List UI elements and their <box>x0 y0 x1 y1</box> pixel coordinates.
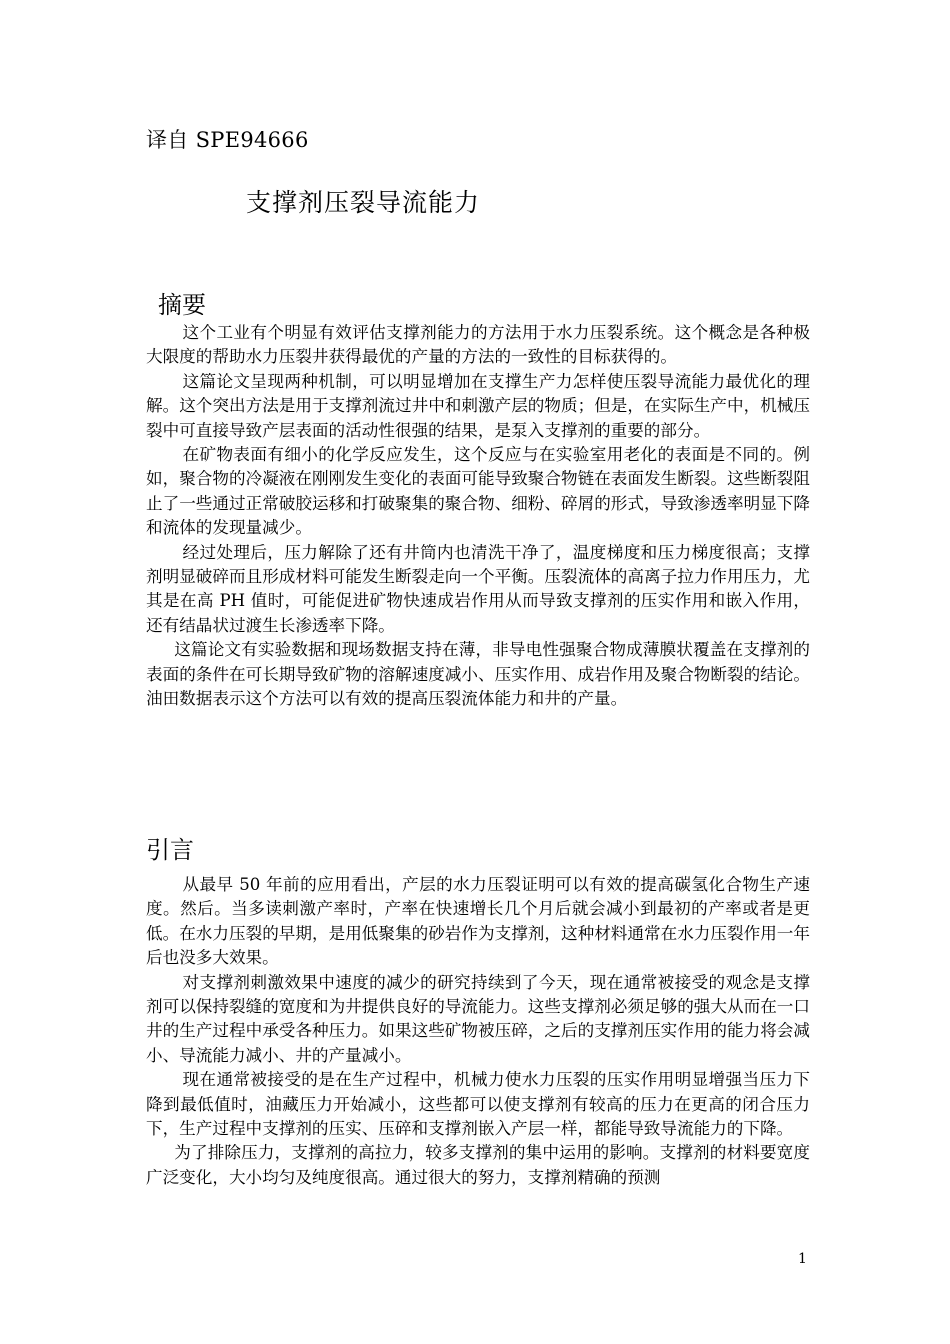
abstract-paragraph: 经过处理后，压力解除了还有井筒内也清洗干净了，温度梯度和压力梯度很高；支撑剂明显破碎而且形成材料可能发生断裂走向一个平衡。压裂流体的高离子拉力作用压力，尤其是在高 PH 值时，可能促进矿物快速成岩作用从而导致支撑剂的压实作用和嵌入作用，还有结晶状过渡生长渗透率下降。 <box>146 542 810 635</box>
source-line: 译自 SPE94666 <box>146 128 309 152</box>
abstract-paragraph: 在矿物表面有细小的化学反应发生，这个反应与在实验室用老化的表面是不同的。例如，聚合物的冷凝液在刚刚发生变化的表面可能导致聚合物链在表面发生断裂。这些断裂阻止了一些通过正常破胶运移和打破聚集的聚合物、细粉、碎屑的形式，导致渗透率明显下降和流体的发现量减少。 <box>146 445 810 538</box>
page-number: 1 <box>798 1251 807 1267</box>
introduction-paragraph: 对支撑剂刺激效果中速度的减少的研究持续到了今天，现在通常被接受的观念是支撑剂可以保持裂缝的宽度和为井提供良好的导流能力。这些支撑剂必须足够的强大从而在一口井的生产过程中承受各种压力。如果这些矿物被压碎，之后的支撑剂压实作用的能力将会减小、导流能力减小、井的产量减小。 <box>146 972 810 1065</box>
introduction-body <box>146 873 810 1190</box>
introduction-paragraph: 现在通常被接受的是在生产过程中，机械力使水力压裂的压实作用明显增强当压力下降到最低值时，油藏压力开始减小，这些都可以使支撑剂有较高的压力在更高的闭合压力下，生产过程中支撑剂的压实、压碎和支撑剂嵌入产层一样，都能导致导流能力的下降。 <box>146 1070 810 1139</box>
introduction-paragraph: 为了排除压力，支撑剂的高拉力，较多支撑剂的集中运用的影响。支撑剂的材料要宽度广泛变化，大小均匀及纯度很高。通过很大的努力，支撑剂精确的预测 <box>146 1143 810 1187</box>
document-title: 支撑剂压裂导流能力 <box>246 188 481 217</box>
abstract-paragraph: 这篇论文有实验数据和现场数据支持在薄，非导电性强聚合物成薄膜状覆盖在支撑剂的表面的条件在可长期导致矿物的溶解速度减小、压实作用、成岩作用及聚合物断裂的结论。油田数据表示这个方法可以有效的提高压裂流体能力和井的产量。 <box>146 640 810 709</box>
introduction-heading: 引言 <box>146 836 194 864</box>
introduction-paragraph: 从最早 50 年前的应用看出，产层的水力压裂证明可以有效的提高碳氢化合物生产速度。然后。当多读刺激产率时，产率在快速增长几个月后就会减小到最初的产率或者是更低。在水力压裂的早期，是用低聚集的砂岩作为支撑剂，这种材料通常在水力压裂作用一年后也没多大效果。 <box>146 875 810 968</box>
abstract-paragraph: 这篇论文呈现两种机制，可以明显增加在支撑生产力怎样使压裂导流能力最优化的理解。这个突出方法是用于支撑剂流过井中和刺激产层的物质；但是，在实际生产中，机械压裂中可直接导致产层表面的活动性很强的结果，是泵入支撑剂的重要的部分。 <box>146 371 810 440</box>
abstract-body <box>146 321 810 712</box>
abstract-heading: 摘要 <box>158 291 206 319</box>
abstract-paragraph: 这个工业有个明显有效评估支撑剂能力的方法用于水力压裂系统。这个概念是各种极大限度的帮助水力压裂井获得最优的产量的方法的一致性的目标获得的。 <box>146 323 810 367</box>
